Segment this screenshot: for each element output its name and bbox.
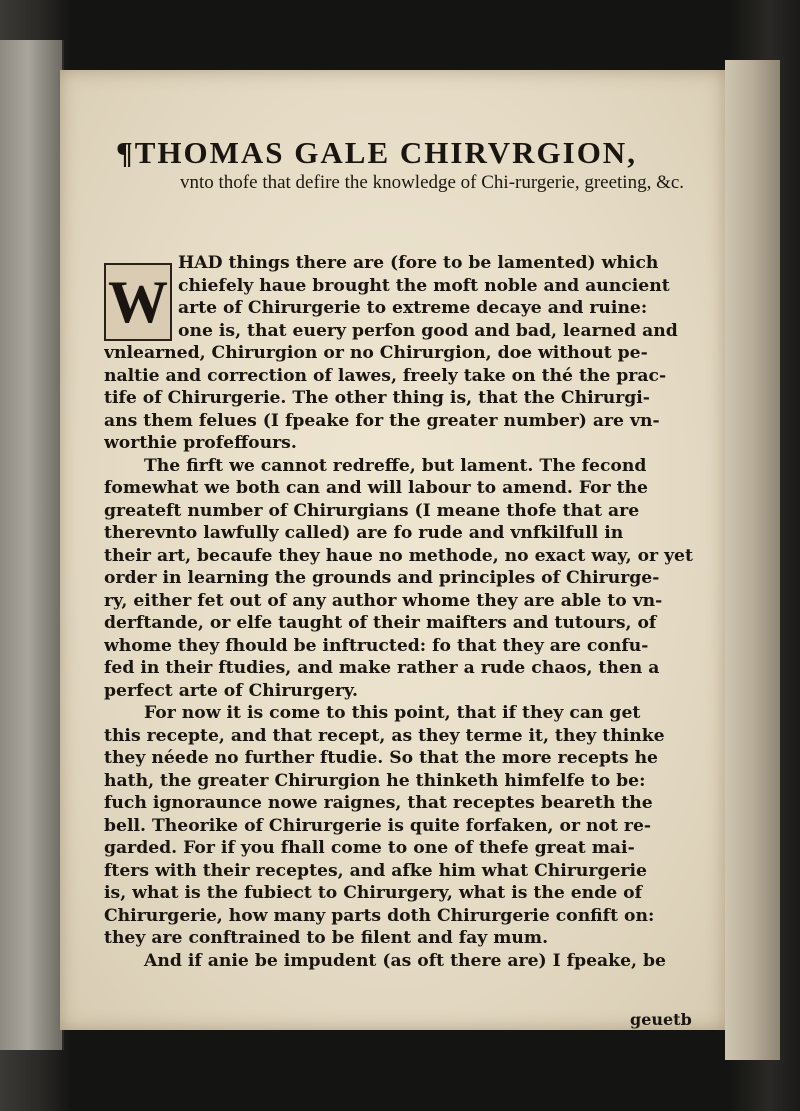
text-line: fed in their ftudies, and make rather a rude chaos, then a: [104, 658, 660, 678]
text-line: they are conftrained to be filent and fay mum.: [104, 928, 549, 948]
text-line: Chirurgerie, how many parts doth Chirurgerie confift on:: [104, 905, 655, 926]
text-line: garded. For if you fhall come to one of thefe great mai-: [104, 838, 635, 858]
text-line: chiefely haue brought the moft noble and auncient: [178, 275, 670, 296]
text-line: ry, either fet out of any author whome they are able to vn-: [104, 590, 663, 611]
text-line: order in learning the grounds and principles of Chirurge-: [104, 568, 660, 588]
text-line: greateft number of Chirurgians (I meane thofe that are: [104, 500, 640, 521]
text-line: one is, that euery perfon good and bad, learned and: [178, 320, 678, 341]
text-line: tife of Chirurgerie. The other thing is, that the Chirurgi-: [104, 388, 650, 408]
text-line: arte of Chirurgerie to extreme decaye and ruine:: [178, 298, 648, 318]
text-line: worthie profeffours.: [104, 433, 297, 453]
text-line: they néede no further ftudie. So that the more recepts he: [104, 748, 658, 768]
text-line: The firft we cannot redreffe, but lament. The fecond: [144, 455, 647, 476]
decorated-initial: W: [104, 263, 172, 341]
right-page-edge: [725, 60, 780, 1060]
text-line: And if anie be impudent (as oft there are) I fpeake, be: [144, 950, 666, 971]
text-line: this recepte, and that recept, as they terme it, they thinke: [104, 725, 665, 746]
text-line: therevnto lawfully called) are fo rude and vnfkilfull in: [104, 523, 624, 543]
text-line: is, what is the fubiect to Chirurgery, what is the ende of: [104, 883, 642, 903]
text-line: For now it is come to this point, that if they can get: [144, 703, 641, 723]
page-subheading: vnto thofe that defire the knowledge of Chi-rurgerie, greeting, &c.: [180, 172, 685, 193]
text-line: vnlearned, Chirurgion or no Chirurgion, doe without pe-: [104, 343, 648, 363]
text-line: derftande, or elfe taught of their maifters and tutours, of: [104, 613, 657, 633]
text-line: bell. Theorike of Chirurgerie is quite forfaken, or not re-: [104, 815, 652, 836]
page-heading: ¶THOMAS GALE CHIRVRGION,: [116, 135, 637, 170]
text-line: perfect arte of Chirurgery.: [104, 680, 358, 701]
text-line: whome they fhould be inftructed: fo that they are confu-: [104, 635, 649, 656]
text-line: their art, becaufe they haue no methode, no exact way, or yet: [104, 545, 693, 566]
left-page-edge: [0, 40, 64, 1050]
body-text: [104, 252, 704, 972]
text-line: fomewhat we both can and will labour to amend. For the: [104, 478, 648, 498]
text-line: HAD things there are (fore to be lamented) which: [178, 253, 659, 273]
text-line: fuch ignoraunce nowe raignes, that receptes beareth the: [104, 793, 653, 813]
text-line: naltie and correction of lawes, freely take on thé the prac-: [104, 365, 667, 386]
text-line: hath, the greater Chirurgion he thinketh himfelfe to be:: [104, 770, 646, 791]
text-line: ans them felues (I fpeake for the greater number) are vn-: [104, 410, 660, 431]
text-line: fters with their receptes, and afke him what Chirurgerie: [104, 860, 647, 881]
catchword: geuetb: [630, 1010, 692, 1029]
